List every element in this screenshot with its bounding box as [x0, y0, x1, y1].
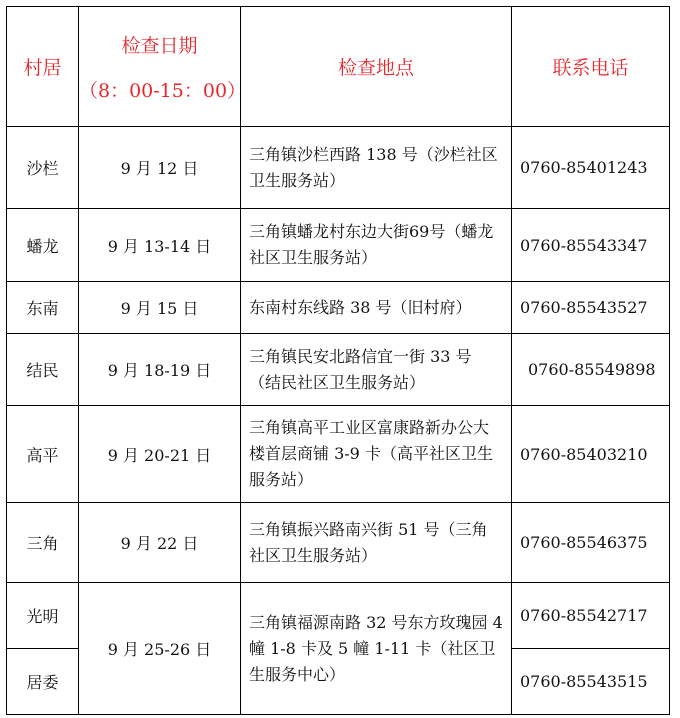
village-cell: 三角 — [7, 503, 79, 583]
table-row — [7, 503, 670, 583]
address-cell: 三角镇福源南路 32 号东方玫瑰园 4 幢 1-8 卡及 5 幢 1-11 卡（社区卫生服务中心） — [241, 583, 512, 715]
village-cell: 沙栏 — [7, 127, 79, 209]
header-time-range: （8：00-15：00） — [79, 79, 247, 102]
date-cell: 9 月 18-19 日 — [79, 334, 241, 406]
village-cell: 光明 — [7, 583, 79, 649]
village-cell: 东南 — [7, 282, 79, 334]
phone-cell: 0760-85542717 — [512, 583, 670, 649]
header-date — [79, 7, 247, 127]
phone-cell: 0760-85543527 — [512, 282, 670, 334]
address-cell: 三角镇沙栏西路 138 号（沙栏社区卫生服务站） — [241, 127, 512, 209]
date-cell: 9 月 12 日 — [79, 127, 241, 209]
phone-cell: 0760-85401243 — [512, 127, 670, 209]
date-cell: 9 月 22 日 — [79, 503, 241, 583]
date-cell: 9 月 15 日 — [79, 282, 241, 334]
address-cell: 三角镇振兴路南兴街 51 号（三角社区卫生服务站） — [241, 503, 512, 583]
header-row — [7, 7, 670, 127]
phone-cell: 0760-85546375 — [512, 503, 670, 583]
village-cell: 居委 — [7, 649, 79, 715]
date-cell: 9 月 25-26 日 — [79, 583, 241, 715]
address-cell: 东南村东线路 38 号（旧村府） — [241, 282, 512, 334]
village-cell: 蟠龙 — [7, 209, 79, 282]
header-phone: 联系电话 — [512, 7, 670, 127]
table-row — [7, 406, 670, 503]
address-cell: 三角镇民安北路信宜一街 33 号（结民社区卫生服务站） — [241, 334, 512, 406]
phone-cell: 0760-85543347 — [512, 209, 670, 282]
date-cell: 9 月 20-21 日 — [79, 406, 241, 503]
village-cell: 结民 — [7, 334, 79, 406]
inspection-schedule-table — [6, 6, 670, 715]
village-cell: 高平 — [7, 406, 79, 503]
address-cell: 三角镇高平工业区富康路新办公大楼首层商铺 3-9 卡（高平社区卫生服务站） — [241, 406, 512, 503]
phone-cell: 0760-85543515 — [512, 649, 670, 715]
table-row — [7, 209, 670, 282]
phone-cell: 0760-85549898 — [512, 334, 670, 406]
table-row — [7, 127, 670, 209]
table-row — [7, 282, 670, 334]
date-cell: 9 月 13-14 日 — [79, 209, 241, 282]
address-cell: 三角镇蟠龙村东边大街69号（蟠龙社区卫生服务站） — [241, 209, 512, 282]
table-row — [7, 334, 670, 406]
phone-cell: 0760-85403210 — [512, 406, 670, 503]
header-village: 村居 — [7, 7, 79, 127]
header-date-title: 检查日期 — [121, 34, 198, 57]
table-row — [7, 583, 670, 649]
header-location: 检查地点 — [241, 7, 512, 127]
